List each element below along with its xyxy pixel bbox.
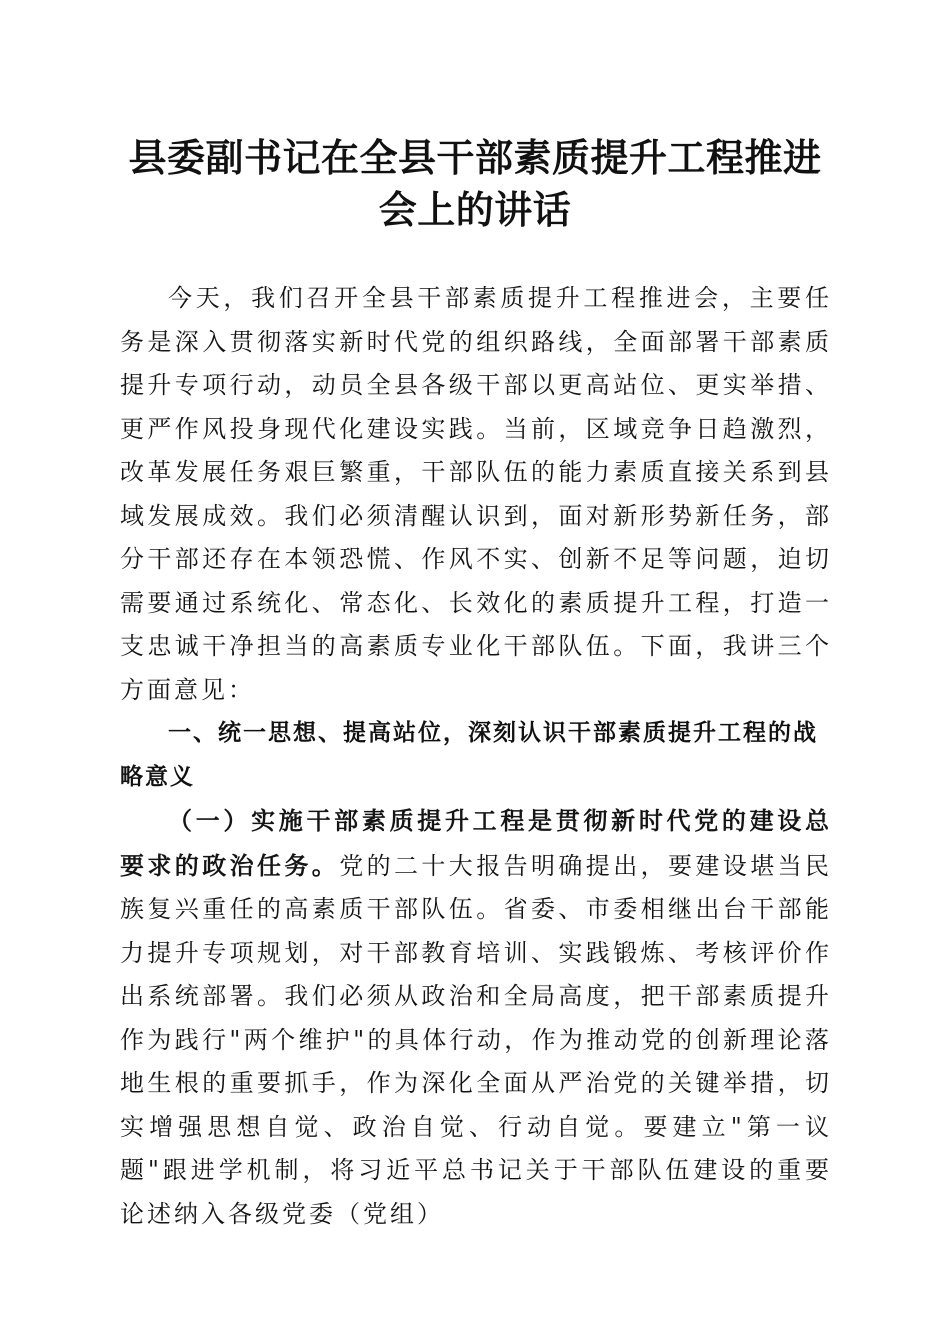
subsection-lead-1: （一）实施干部素质提升工程是贯彻新时代党的建设总要求的政治任务。	[120, 806, 832, 880]
subsection-text-1: 党的二十大报告明确提出，要建设堪当民族复兴重任的高素质干部队伍。省委、市委相继出台干部能力提升专项规划，对干部教育培训、实践锻炼、考核评价作出系统部署。我们必须从政治和全局高度，把干部素质提升作为践行"两个维护"的具体行动，作为推动党的创新理论落地生根的重要抓手，作为深化全面从严治党的关键举措，切实增强思想自觉、政治自觉、行动自觉。要建立"第一议题"跟进学机制，将习近平总书记关于干部队伍建设的重要论述纳入各级党委（党组）	[120, 851, 833, 1228]
subsection-paragraph-1	[120, 799, 832, 1236]
section-heading-1: 一、统一思想、提高站位，深刻认识干部素质提升工程的战略意义	[120, 720, 818, 790]
intro-paragraph: 今天，我们召开全县干部素质提升工程推进会，主要任务是深入贯彻落实新时代党的组织路线，全面部署干部素质提升专项行动，动员全县各级干部以更高站位、更实举措、更严作风投身现代化建设实践。当前，区域竞争日趋激烈，改革发展任务艰巨繁重，干部队伍的能力素质直接关系到县域发展成效。我们必须清醒认识到，面对新形势新任务，部分干部还存在本领恐慌、作风不实、创新不足等问题，迫切需要通过系统化、常态化、长效化的素质提升工程，打造一支忠诚干净担当的高素质专业化干部队伍。下面，我讲三个方面意见：	[120, 284, 832, 704]
document-body	[120, 277, 832, 1236]
document-title: 县委副书记在全县干部素质提升工程推进会上的讲话	[128, 135, 822, 232]
